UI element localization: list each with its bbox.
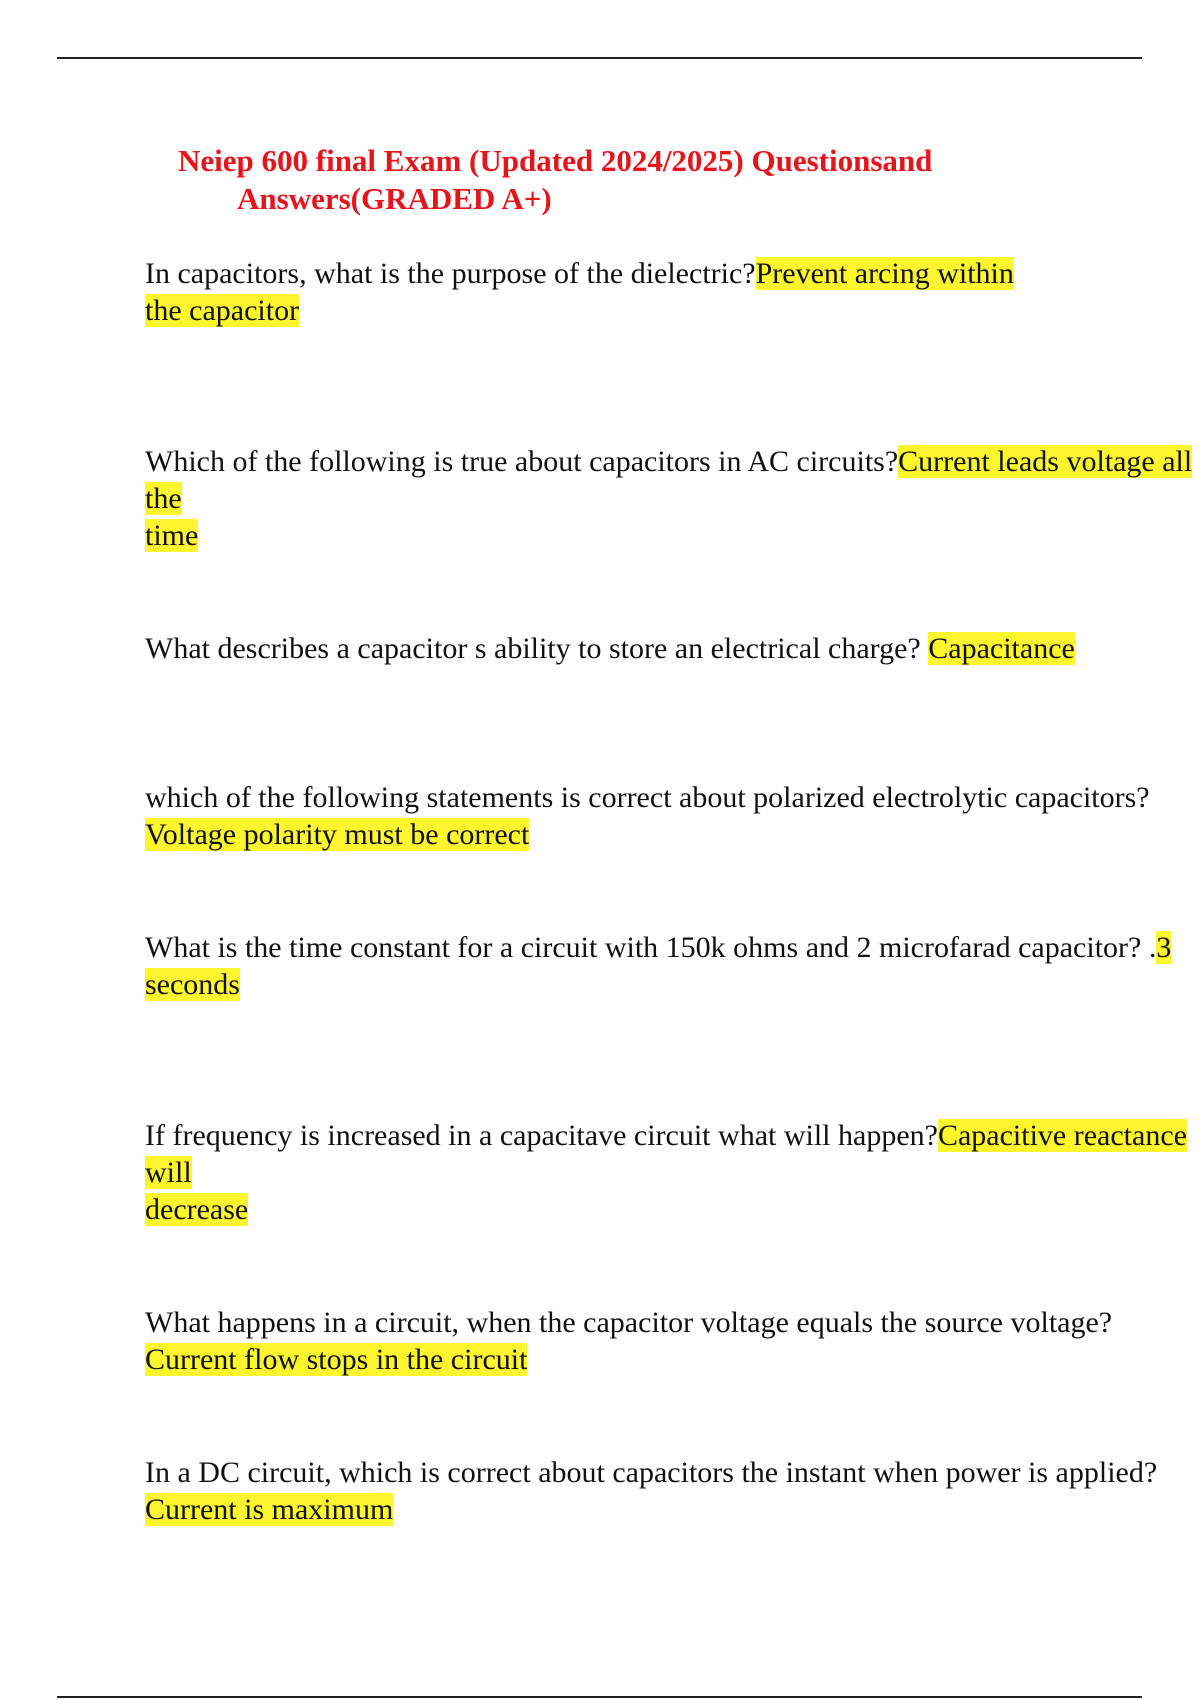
answer-highlight: Capacitive reactance will (145, 1119, 1187, 1189)
question-text: What happens in a circuit, when the capacitor voltage (145, 1306, 789, 1339)
answer-highlight: Current leads voltage all the (145, 445, 1193, 515)
question-text: when power is applied? (873, 1456, 1158, 1489)
question-text: what will happen? (718, 1119, 938, 1152)
question-text: What describes a capacitor s ability to store an electrical charge? (145, 632, 921, 665)
question-text: If frequency is increased in a capacitave circuit (145, 1119, 711, 1152)
answer-highlight: Prevent arcing within (755, 257, 1014, 290)
answer-highlight: decrease (145, 1193, 249, 1226)
question-text: What is the time constant for a circuit with 150k ohms and 2 microfarad (145, 931, 1011, 964)
answer-highlight: Capacitance (928, 632, 1075, 665)
qa-item-4 (145, 779, 1200, 853)
title-line-1: Neiep 600 final Exam (Updated 2024/2025) Questionsand (178, 143, 933, 178)
answer-highlight: 3 seconds (145, 931, 1172, 1001)
qa-item-6 (145, 1117, 1200, 1228)
answer-highlight: Current flow stops in the circuit (145, 1343, 528, 1376)
qa-item-2 (145, 443, 1200, 554)
qa-item-7 (145, 1304, 1200, 1378)
bottom-rule (57, 1696, 1142, 1698)
question-text: electrolytic capacitors? (872, 781, 1150, 814)
qa-item-5 (145, 929, 1200, 1003)
document-title (178, 142, 1078, 218)
question-text: in AC circuits? (718, 445, 899, 478)
answer-highlight: Current is maximum (145, 1493, 394, 1526)
question-text: equals the source voltage? (796, 1306, 1113, 1339)
question-text: Which of the following is true about capacitors (145, 445, 711, 478)
question-text: which of the following statements is correct about polarized (145, 781, 865, 814)
question-text: In capacitors, what is the purpose of (145, 257, 580, 290)
question-text: In a DC circuit, which is correct about capacitors the instant (145, 1456, 866, 1489)
question-text: the dielectric? (586, 257, 756, 290)
question-text: . (1148, 931, 1157, 964)
qa-item-8 (145, 1454, 1200, 1528)
answer-highlight: time (145, 519, 199, 552)
answer-highlight: the capacitor (145, 294, 300, 327)
title-line-2: Answers(GRADED A+) (237, 181, 552, 216)
question-text: capacitor? (1018, 931, 1142, 964)
qa-item-3 (145, 630, 1075, 667)
top-rule (57, 57, 1142, 59)
answer-highlight: Voltage polarity must be correct (145, 818, 530, 851)
qa-item-1 (145, 255, 1014, 329)
